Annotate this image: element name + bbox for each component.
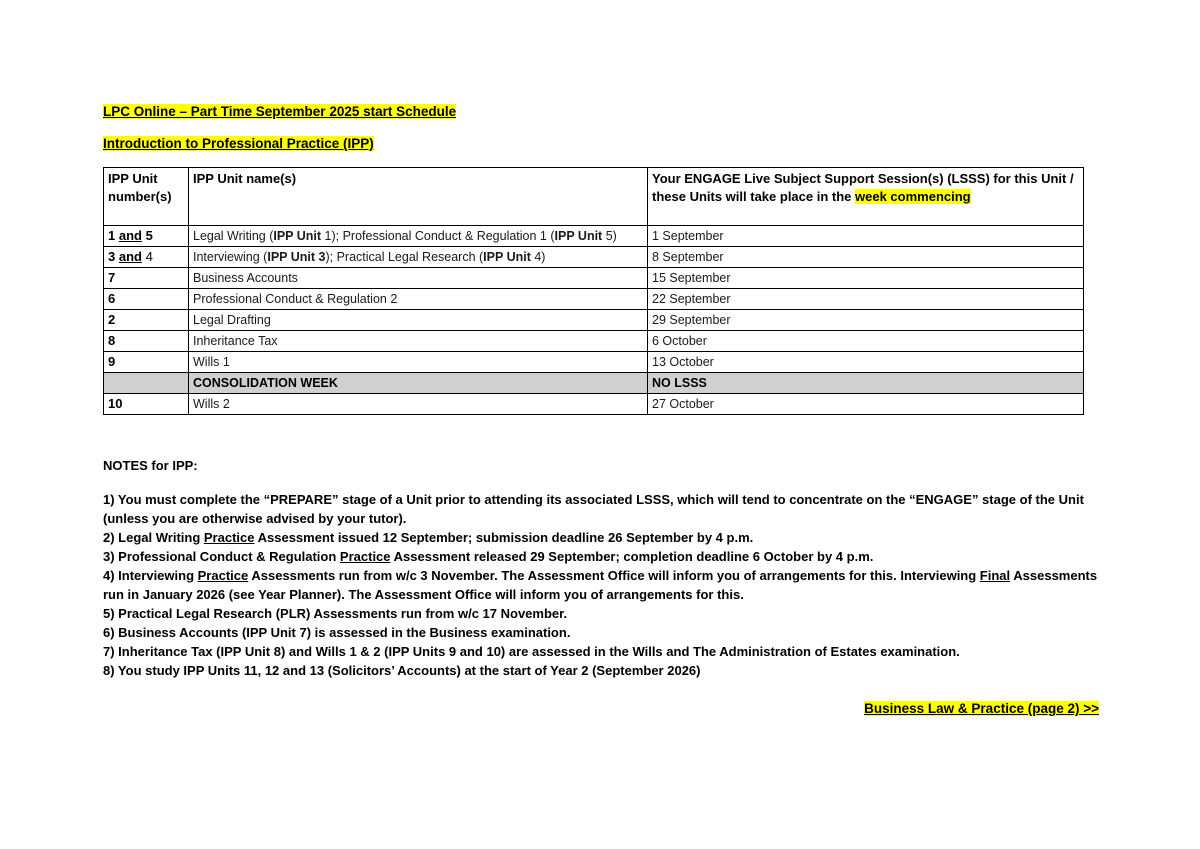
notes-list	[103, 490, 1103, 680]
schedule-table	[103, 167, 1084, 415]
next-page-link[interactable]: Business Law & Practice (page 2) >>	[864, 701, 1099, 716]
week-commencing: 1 September	[648, 226, 1084, 247]
header-lsss: Your ENGAGE Live Subject Support Session(s) (LSSS) for this Unit / these Units will take place in the week commencing	[648, 168, 1084, 226]
table-row	[104, 331, 1084, 352]
unit-number: 3 and 4	[104, 247, 189, 268]
table-row	[104, 247, 1084, 268]
page-title: LPC Online – Part Time September 2025 start Schedule	[103, 104, 457, 119]
note-4: 4) Interviewing Practice Assessments run from w/c 3 November. The Assessment Office will inform you of arrangements for this. Interviewing Final Assessments run in January 2026 (see Year Planner). The Assessment Office will inform you of arrangements for this.	[103, 568, 1098, 602]
note-7: 7) Inheritance Tax (IPP Unit 8) and Wills 1 & 2 (IPP Units 9 and 10) are assessed in the Wills and The Administration of Estates examination.	[103, 644, 960, 659]
note-2: 2) Legal Writing Practice Assessment issued 12 September; submission deadline 26 September by 4 p.m.	[103, 530, 754, 545]
consolidation-row	[104, 373, 1084, 394]
week-commencing: 13 October	[648, 352, 1084, 373]
week-commencing: 6 October	[648, 331, 1084, 352]
note-3: 3) Professional Conduct & Regulation Practice Assessment released 29 September; completion deadline 6 October by 4 p.m.	[103, 549, 874, 564]
unit-number: 10	[104, 394, 189, 415]
header-unit-number: IPP Unit number(s)	[104, 168, 189, 226]
table-row	[104, 394, 1084, 415]
unit-number: 2	[104, 310, 189, 331]
unit-name: Professional Conduct & Regulation 2	[189, 289, 648, 310]
table-header-row	[104, 168, 1084, 226]
unit-name: Business Accounts	[189, 268, 648, 289]
week-commencing: 22 September	[648, 289, 1084, 310]
unit-number: 7	[104, 268, 189, 289]
table-row	[104, 352, 1084, 373]
note-6: 6) Business Accounts (IPP Unit 7) is assessed in the Business examination.	[103, 625, 571, 640]
unit-name: Interviewing (IPP Unit 3); Practical Legal Research (IPP Unit 4)	[189, 247, 648, 268]
note-1: 1) You must complete the “PREPARE” stage of a Unit prior to attending its associated LSSS, which will tend to concentrate on the “ENGAGE” stage of the Unit (unless you are otherwise advised by your tutor).	[103, 492, 1084, 526]
unit-number: 8	[104, 331, 189, 352]
section-subtitle: Introduction to Professional Practice (IPP)	[103, 136, 374, 151]
unit-name: Wills 1	[189, 352, 648, 373]
unit-name: CONSOLIDATION WEEK	[189, 373, 648, 394]
notes-title: NOTES for IPP:	[103, 458, 198, 473]
week-commencing: 15 September	[648, 268, 1084, 289]
table-row	[104, 226, 1084, 247]
week-commencing: 29 September	[648, 310, 1084, 331]
unit-name: Legal Drafting	[189, 310, 648, 331]
table-row	[104, 310, 1084, 331]
unit-number: 6	[104, 289, 189, 310]
week-commencing: 8 September	[648, 247, 1084, 268]
unit-name: Wills 2	[189, 394, 648, 415]
note-8: 8) You study IPP Units 11, 12 and 13 (Solicitors’ Accounts) at the start of Year 2 (September 2026)	[103, 663, 701, 678]
table-row	[104, 268, 1084, 289]
header-unit-name: IPP Unit name(s)	[189, 168, 648, 226]
unit-number	[104, 373, 189, 394]
unit-name: Inheritance Tax	[189, 331, 648, 352]
week-commencing: 27 October	[648, 394, 1084, 415]
unit-number: 1 and 5	[104, 226, 189, 247]
unit-number: 9	[104, 352, 189, 373]
note-5: 5) Practical Legal Research (PLR) Assessments run from w/c 17 November.	[103, 606, 568, 621]
week-commencing: NO LSSS	[648, 373, 1084, 394]
table-row	[104, 289, 1084, 310]
unit-name: Legal Writing (IPP Unit 1); Professional Conduct & Regulation 1 (IPP Unit 5)	[189, 226, 648, 247]
